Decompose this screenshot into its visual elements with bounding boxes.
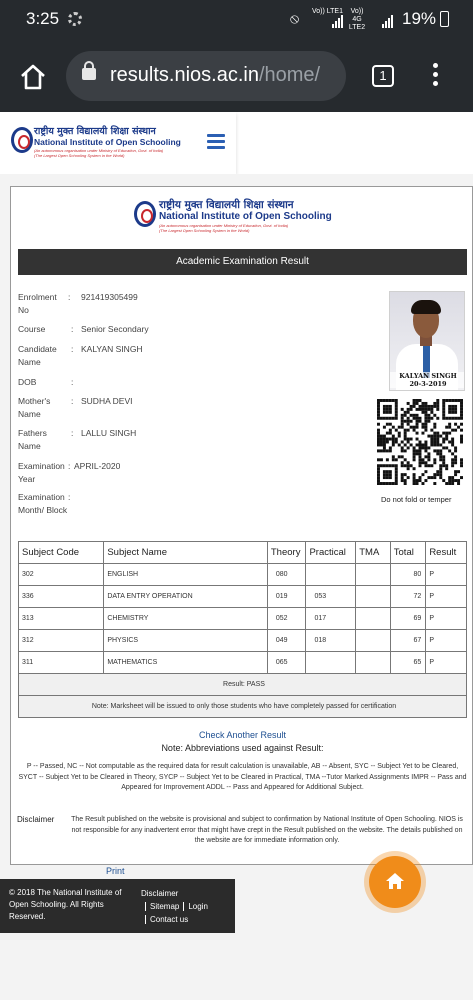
cell-code: 313 [19, 608, 104, 630]
signal-sim1-label: Vo)) LTE1 [312, 8, 343, 15]
cell-theory: 052 [267, 608, 306, 630]
cell-total: 67 [390, 630, 426, 652]
settings-sync-icon [68, 12, 82, 26]
cell-name: PHYSICS [104, 630, 268, 652]
footer-links [141, 887, 231, 926]
cell-name: ENGLISH [104, 564, 268, 586]
cell-name: MATHEMATICS [104, 652, 268, 674]
info-label: Mother's Name [18, 396, 51, 419]
cell-tma [356, 630, 391, 652]
table-row [19, 652, 467, 674]
cell-practical: 017 [306, 608, 356, 630]
cell-practical [306, 652, 356, 674]
cell-result: P [426, 630, 467, 652]
header-theory: Theory [267, 542, 306, 564]
cell-total: 65 [390, 652, 426, 674]
header-subject-name: Subject Name [104, 542, 268, 564]
footer-disclaimer-link[interactable]: Disclaimer [141, 889, 179, 898]
info-label: Examination Month/ Block [18, 492, 68, 515]
info-value: SUDHA DEVI [81, 396, 133, 406]
tab-switcher-button[interactable]: 1 [372, 65, 394, 87]
qr-code-icon [377, 399, 463, 485]
footer-copyright: © 2018 The National Institute of Open Schooling. All Rights Reserved. [9, 888, 122, 921]
info-label: Candidate Name [18, 344, 57, 367]
header-subject-code: Subject Code [19, 542, 104, 564]
cell-code: 311 [19, 652, 104, 674]
cell-tma [356, 652, 391, 674]
cell-practical: 018 [306, 630, 356, 652]
cell-theory: 080 [267, 564, 306, 586]
status-time: 3:25 [26, 9, 60, 28]
table-row [19, 586, 467, 608]
browser-toolbar [0, 40, 473, 112]
disclaimer-text: The Result published on the website is provisional and subject to confirmation by National Institute of Open Schooling. NIOS is not responsible for any inadvertent error that might have crept in the Result published on the website. The details published on the website are for immediate information only. [71, 816, 463, 844]
candidate-photo [389, 291, 465, 391]
signal-sim2-label: Vo)) 4G LTE2 [348, 8, 366, 31]
info-value: Senior Secondary [81, 324, 149, 334]
browser-home-icon[interactable] [18, 62, 48, 92]
disclaimer-label: Disclaimer [17, 815, 55, 824]
fold-note: Do not fold or temper [381, 495, 452, 504]
result-tagline: (An autonomous organisation under Ministry of Education, Govt. of India) [159, 223, 289, 228]
table-row [19, 608, 467, 630]
marks-table [18, 541, 467, 718]
footer-login-link[interactable]: Login [188, 902, 208, 911]
footer-contact-link[interactable]: Contact us [150, 915, 189, 924]
result-hindi-name: राष्ट्रीय मुक्त विद्यालयी शिक्षा संस्थान [159, 199, 294, 211]
result-logo-icon [134, 201, 156, 227]
address-bar[interactable] [66, 51, 346, 101]
cell-total: 80 [390, 564, 426, 586]
cell-total: 72 [390, 586, 426, 608]
lock-icon [82, 68, 96, 80]
info-label: Enrolment No [18, 292, 57, 315]
battery-percent: 19% [402, 9, 437, 28]
abbreviations-title: Note: Abbreviations used against Result: [161, 743, 324, 753]
cell-name: CHEMISTRY [104, 608, 268, 630]
table-header-row [19, 542, 467, 564]
cell-name: DATA ENTRY OPERATION [104, 586, 268, 608]
result-english-name: National Institute of Open Schooling [159, 211, 332, 222]
signal-sim1-icon [332, 10, 344, 24]
cell-practical [306, 564, 356, 586]
cell-result: P [426, 608, 467, 630]
site-logo[interactable] [0, 112, 236, 174]
result-summary-row [19, 674, 467, 696]
footer-sitemap-link[interactable]: Sitemap [150, 902, 180, 911]
info-value: KALYAN SINGH [81, 344, 143, 354]
cell-total: 69 [390, 608, 426, 630]
cell-tma [356, 564, 391, 586]
signal-sim2-icon [382, 10, 394, 24]
logo-hindi-name: राष्ट्रीय मुक्त विद्यालयी शिक्षा संस्थान [34, 126, 156, 137]
hamburger-menu-icon[interactable] [207, 134, 225, 152]
cell-result: P [426, 586, 467, 608]
cell-code: 312 [19, 630, 104, 652]
home-fab-button[interactable] [369, 856, 421, 908]
browser-menu-icon[interactable] [431, 63, 439, 89]
check-another-result-link[interactable]: Check Another Result [198, 730, 287, 740]
header-result: Result [426, 542, 467, 564]
cell-theory: 019 [267, 586, 306, 608]
result-tagline-2: (The Largest Open Schooling System in the World) [159, 228, 250, 233]
logo-tagline-2: (The Largest Open Schooling System in the World) [34, 153, 125, 158]
info-value: APRIL-2020 [74, 461, 121, 471]
url-text[interactable]: results.nios.ac.in/home/ [110, 64, 321, 86]
photo-caption: KALYAN SINGH 20-3-2019 [390, 372, 465, 388]
header-total: Total [390, 542, 426, 564]
mute-icon: ⦸ [290, 10, 300, 26]
cell-code: 302 [19, 564, 104, 586]
cell-result: P [426, 652, 467, 674]
info-value: 921419305499 [81, 292, 138, 302]
nios-logo-icon [11, 127, 33, 153]
site-footer [0, 879, 235, 933]
table-row [19, 564, 467, 586]
result-summary: Result: PASS [19, 674, 467, 696]
info-label: Examination Year [18, 461, 65, 484]
status-bar [0, 0, 473, 40]
cell-result: P [426, 564, 467, 586]
result-title: Academic Examination Result [18, 249, 467, 275]
cell-code: 336 [19, 586, 104, 608]
print-link[interactable]: Print [106, 866, 125, 876]
cell-tma [356, 586, 391, 608]
logo-english-name: National Institute of Open Schooling [34, 137, 181, 147]
certification-note: Note: Marksheet will be issued to only those students who have completely passed for certification [19, 696, 467, 718]
cell-theory: 065 [267, 652, 306, 674]
info-label: DOB [18, 377, 37, 387]
home-icon [385, 871, 405, 891]
cell-practical: 053 [306, 586, 356, 608]
header-tma: TMA [356, 542, 391, 564]
header-practical: Practical [306, 542, 356, 564]
result-card: राष्ट्रीय मुक्त विद्यालयी शिक्षा संस्थान National Institute of Open Schooling (An autonomous organisation under Ministry of Education, Govt. of India) (The Largest Open Schooling System in the World) Academic Examination Result Enrolment No : 921419305499 Course : Senior Secondary Candidate Name : KALYAN SINGH DOB : Mother's Name : SUDHA DEVI Fathers Name : LALLU SINGH Examination Year : APRIL-2020 Examination Month/ Block : KALYAN SINGH 20-3-2019 Do not fold or temper Subject Code Subject Name Theory Practical TMA Total Result 302 ENGLISH 080 80 P 336 DATA ENTRY OPERATION 019 053 72 P 313 CHEMISTRY 052 017 69 P 312 PHYSICS 049 018 67 P 311 MATHEMATICS 065 65 P Result: PASS Note: Marksheet will be issued to only those students who have completely passed for certification Check Another Result Note: Abbreviations used against Result: P -- Passed, NC -- Not computable as the required data for result calculation is unavailable, AB -- Absent, SYC -- Subject Yet to be Cleared, SYCT -- Subject Yet to be Cleared in Theory, SYCP -- Subject Yet to be Cleared in Practical, TMA --Tutor Marked Assignments IMPR -- Pass and Appeared for Improvement ADDL -- Pass and Appeared for Additional Subject. Disclaimer The Result published on the website is provisional and subject to confirmation by National Institute of Open Schooling. NIOS is not responsible for any inadvertent error that might have crept in the Result published on the website. The details published on the website are for immediate information only. [10, 186, 473, 865]
info-value: LALLU SINGH [81, 428, 137, 438]
cell-theory: 049 [267, 630, 306, 652]
abbreviations-text: P -- Passed, NC -- Not computable as the required data for result calculation is unavailable, AB -- Absent, SYC -- Subject Yet to be Cleared, SYCT -- Subject Yet to be Cleared in Theory, SYCP -- Subject Yet to be Cleared in Practical, TMA --Tutor Marked Assignments IMPR -- Pass and Appeared for Improvement ADDL -- Pass and Appeared for Additional Subject. [18, 763, 467, 791]
info-label: Course [18, 324, 46, 334]
logo-tagline: (An autonomous organisation under Ministry of Education, Govt. of India) [34, 148, 164, 153]
site-header [0, 112, 473, 174]
cell-tma [356, 608, 391, 630]
battery-icon [440, 11, 449, 27]
table-row [19, 630, 467, 652]
certification-note-row [19, 696, 467, 718]
info-label: Fathers Name [18, 428, 47, 451]
